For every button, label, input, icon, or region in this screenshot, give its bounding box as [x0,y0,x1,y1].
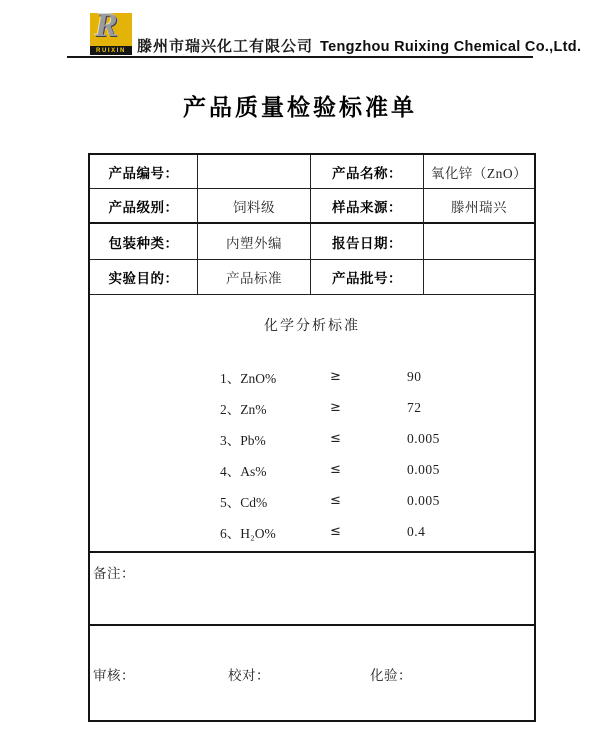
chem-item-zn [90,392,534,423]
chemical-analysis-title: 化学分析标准 [264,319,360,334]
product-code-label: 产品编号： [90,155,198,189]
chem-item-no: 2、 [220,401,241,417]
test-purpose-label: 实验目的： [90,260,198,295]
review-label: 审核： [93,668,135,683]
company-name-cn: 滕州市瑞兴化工有限公司 [137,39,314,55]
product-name-label: 产品名称： [311,155,424,189]
batch-no-label: 产品批号： [311,260,424,295]
report-date-label: 报告日期： [311,224,424,260]
info-grid [90,155,534,295]
signoff-row [90,626,534,718]
assay-label: 化验： [370,668,412,683]
chem-item-no: 1、 [220,370,241,386]
chemical-analysis-items [90,361,534,547]
chem-item-pb [90,423,534,454]
chem-item-operator: ≤ [330,431,341,446]
report-date-value [424,224,534,260]
product-grade-value: 饲料级 [198,189,311,224]
chem-item-value: 0.005 [407,461,440,477]
chem-item-no: 6、 [220,525,241,541]
remarks-label: 备注： [93,566,135,581]
sample-source-label: 样品来源： [311,189,424,224]
company-name-line [137,35,581,56]
batch-no-value [424,260,534,295]
chem-item-zno [90,361,534,392]
chem-item-h2o [90,516,534,547]
chem-item-name: Zn% [240,401,267,417]
sample-source-value: 滕州瑞兴 [424,189,534,224]
chem-item-no: 4、 [220,463,241,479]
ruixin-logo [90,13,132,55]
product-code-value [198,155,311,189]
chem-item-no: 3、 [220,432,241,448]
chem-item-operator: ≤ [330,462,341,477]
chem-item-value: 90 [407,368,422,384]
chem-item-value: 72 [407,399,422,415]
chem-item-name: H₂O% [240,525,276,541]
logo-brand-band: RUIXIN [90,46,132,55]
company-name-en: Tengzhou Ruixing Chemical Co.,Ltd. [320,39,582,55]
logo-r-glyph: R [95,13,118,44]
chem-item-no: 5、 [220,494,241,510]
chem-item-value: 0.4 [407,523,426,539]
chem-item-name: ZnO% [240,370,277,386]
test-purpose-value: 产品标准 [198,260,311,295]
chem-item-name: As% [240,463,267,479]
chem-item-value: 0.005 [407,492,440,508]
chem-item-operator: ≥ [330,400,341,415]
chem-item-operator: ≥ [330,369,341,384]
chem-item-name: Pb% [240,432,266,448]
package-type-value: 内塑外编 [198,224,311,260]
package-type-label: 包装种类： [90,224,198,260]
page-title: 产品质量检验标准单 [183,94,417,120]
chem-item-value: 0.005 [407,430,440,446]
remarks-cell [90,553,534,626]
chem-item-name: Cd% [240,494,268,510]
chem-item-operator: ≤ [330,524,341,539]
header-divider [67,56,533,58]
product-grade-label: 产品级别： [90,189,198,224]
product-name-value: 氧化锌（ZnO） [424,155,534,189]
proofread-label: 校对： [228,668,270,683]
chem-item-as [90,454,534,485]
chemical-analysis-section [90,295,534,553]
inspection-form-table [88,153,536,722]
chem-item-cd [90,485,534,516]
chem-item-operator: ≤ [330,493,341,508]
